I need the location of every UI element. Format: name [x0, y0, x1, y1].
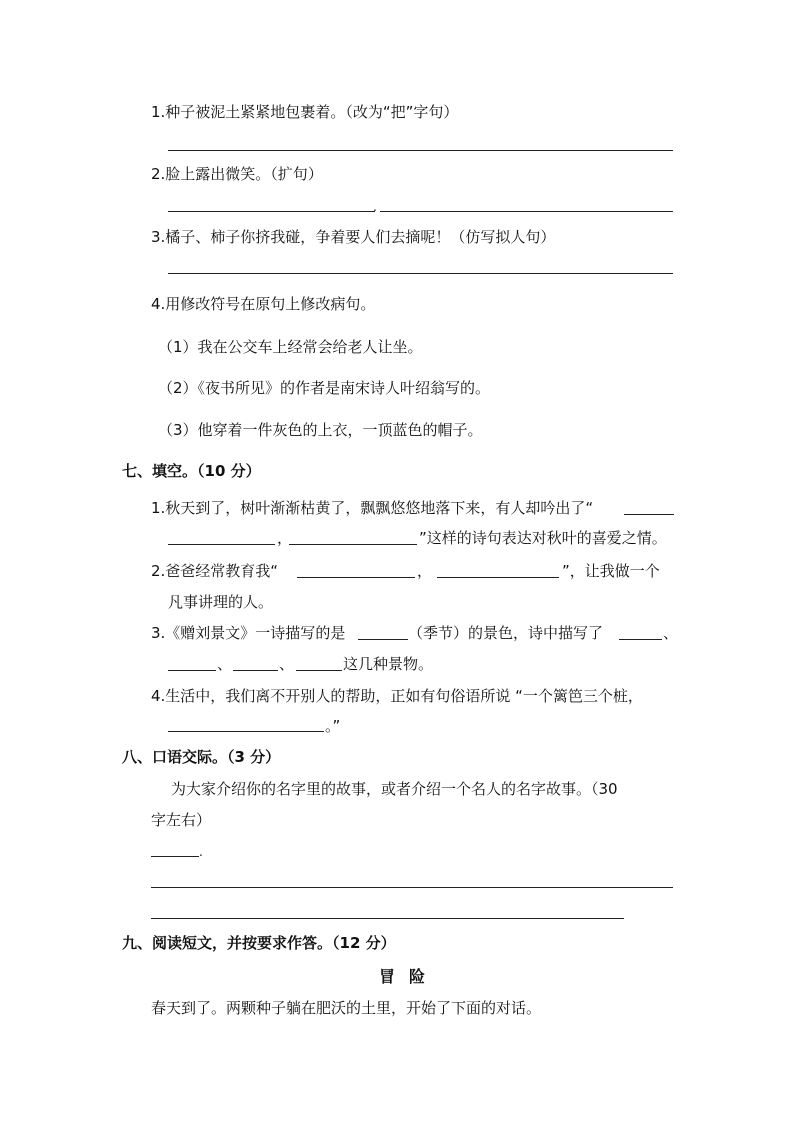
section-7-heading: 七、填空。（10 分）	[122, 462, 261, 480]
blank[interactable]	[168, 670, 216, 671]
question-7-2: 2.爸爸经常教育我“	[151, 562, 279, 580]
question-6-3: 3.橘子、柿子你挤我碰，争着要人们去摘呢！（仿写拟人句）	[151, 228, 556, 246]
question-6-4: 4.用修改符号在原句上修改病句。	[151, 295, 376, 313]
section-8-prompt-line2: 字左右）	[151, 811, 212, 829]
question-7-3-mid: （季节）的景色，诗中描写了	[408, 624, 604, 642]
blank[interactable]	[296, 670, 342, 671]
blank[interactable]	[297, 577, 415, 578]
section-8-heading: 八、口语交际。（3 分）	[122, 748, 281, 766]
question-7-1-line1: 1.秋天到了，树叶渐渐枯黄了，飘飘悠悠地落下来，有人却吟出了“	[151, 499, 594, 517]
question-7-4-end: 。”	[325, 717, 341, 735]
question-6-4-1: （1）我在公交车上经常会给老人让坐。	[158, 338, 423, 356]
reading-title: 冒险	[379, 967, 440, 986]
reading-paragraph: 春天到了。两颗种子躺在肥沃的土里，开始了下面的对话。	[151, 999, 542, 1017]
blank-season[interactable]	[358, 639, 408, 640]
blank[interactable]	[619, 639, 662, 640]
blank[interactable]	[233, 670, 278, 671]
question-7-1-line2: ”这样的诗句表达对秋叶的喜爱之情。	[419, 529, 667, 547]
answer-line[interactable]	[168, 211, 375, 212]
separator: 、	[279, 655, 295, 673]
question-7-2-line2: 凡事讲理的人。	[168, 593, 274, 611]
separator: 、	[217, 655, 233, 673]
section-9-heading: 九、阅读短文，并按要求作答。（12 分）	[122, 934, 396, 952]
separator: 、	[663, 624, 679, 642]
question-7-3: 3.《赠刘景文》一诗描写的是	[151, 624, 346, 642]
answer-line[interactable]	[168, 150, 673, 151]
question-7-2-tail: ”，让我做一个	[562, 562, 660, 580]
question-6-4-2: （2）《夜书所见》的作者是南宋诗人叶绍翁写的。	[158, 379, 491, 397]
answer-line[interactable]	[168, 273, 673, 274]
blank[interactable]	[624, 514, 674, 515]
blank[interactable]	[168, 544, 275, 545]
section-8-prompt-line1: 为大家介绍你的名字里的故事，或者介绍一个名人的名字故事。（30	[171, 780, 618, 798]
answer-line[interactable]	[151, 856, 199, 857]
answer-dot: .	[373, 200, 377, 214]
blank[interactable]	[437, 577, 559, 578]
answer-line[interactable]	[380, 211, 673, 212]
comma: ，	[417, 562, 433, 580]
question-7-4: 4.生活中，我们离不开别人的帮助，正如有句俗语所说 “一个篱笆三个桩，	[151, 687, 643, 705]
question-6-1: 1.种子被泥土紧紧地包裹着。（改为“把”字句）	[151, 103, 459, 121]
answer-dot: .	[199, 845, 203, 859]
blank[interactable]	[289, 544, 417, 545]
question-6-2: 2.脸上露出微笑。（扩句）	[151, 165, 323, 183]
question-7-3-end: 这几种景物。	[343, 655, 434, 673]
comma: ，	[277, 529, 293, 547]
question-6-4-3: （3）他穿着一件灰色的上衣，一顶蓝色的帽子。	[158, 421, 483, 439]
answer-line[interactable]	[151, 887, 673, 888]
blank[interactable]	[168, 731, 324, 732]
answer-line[interactable]	[151, 918, 624, 919]
